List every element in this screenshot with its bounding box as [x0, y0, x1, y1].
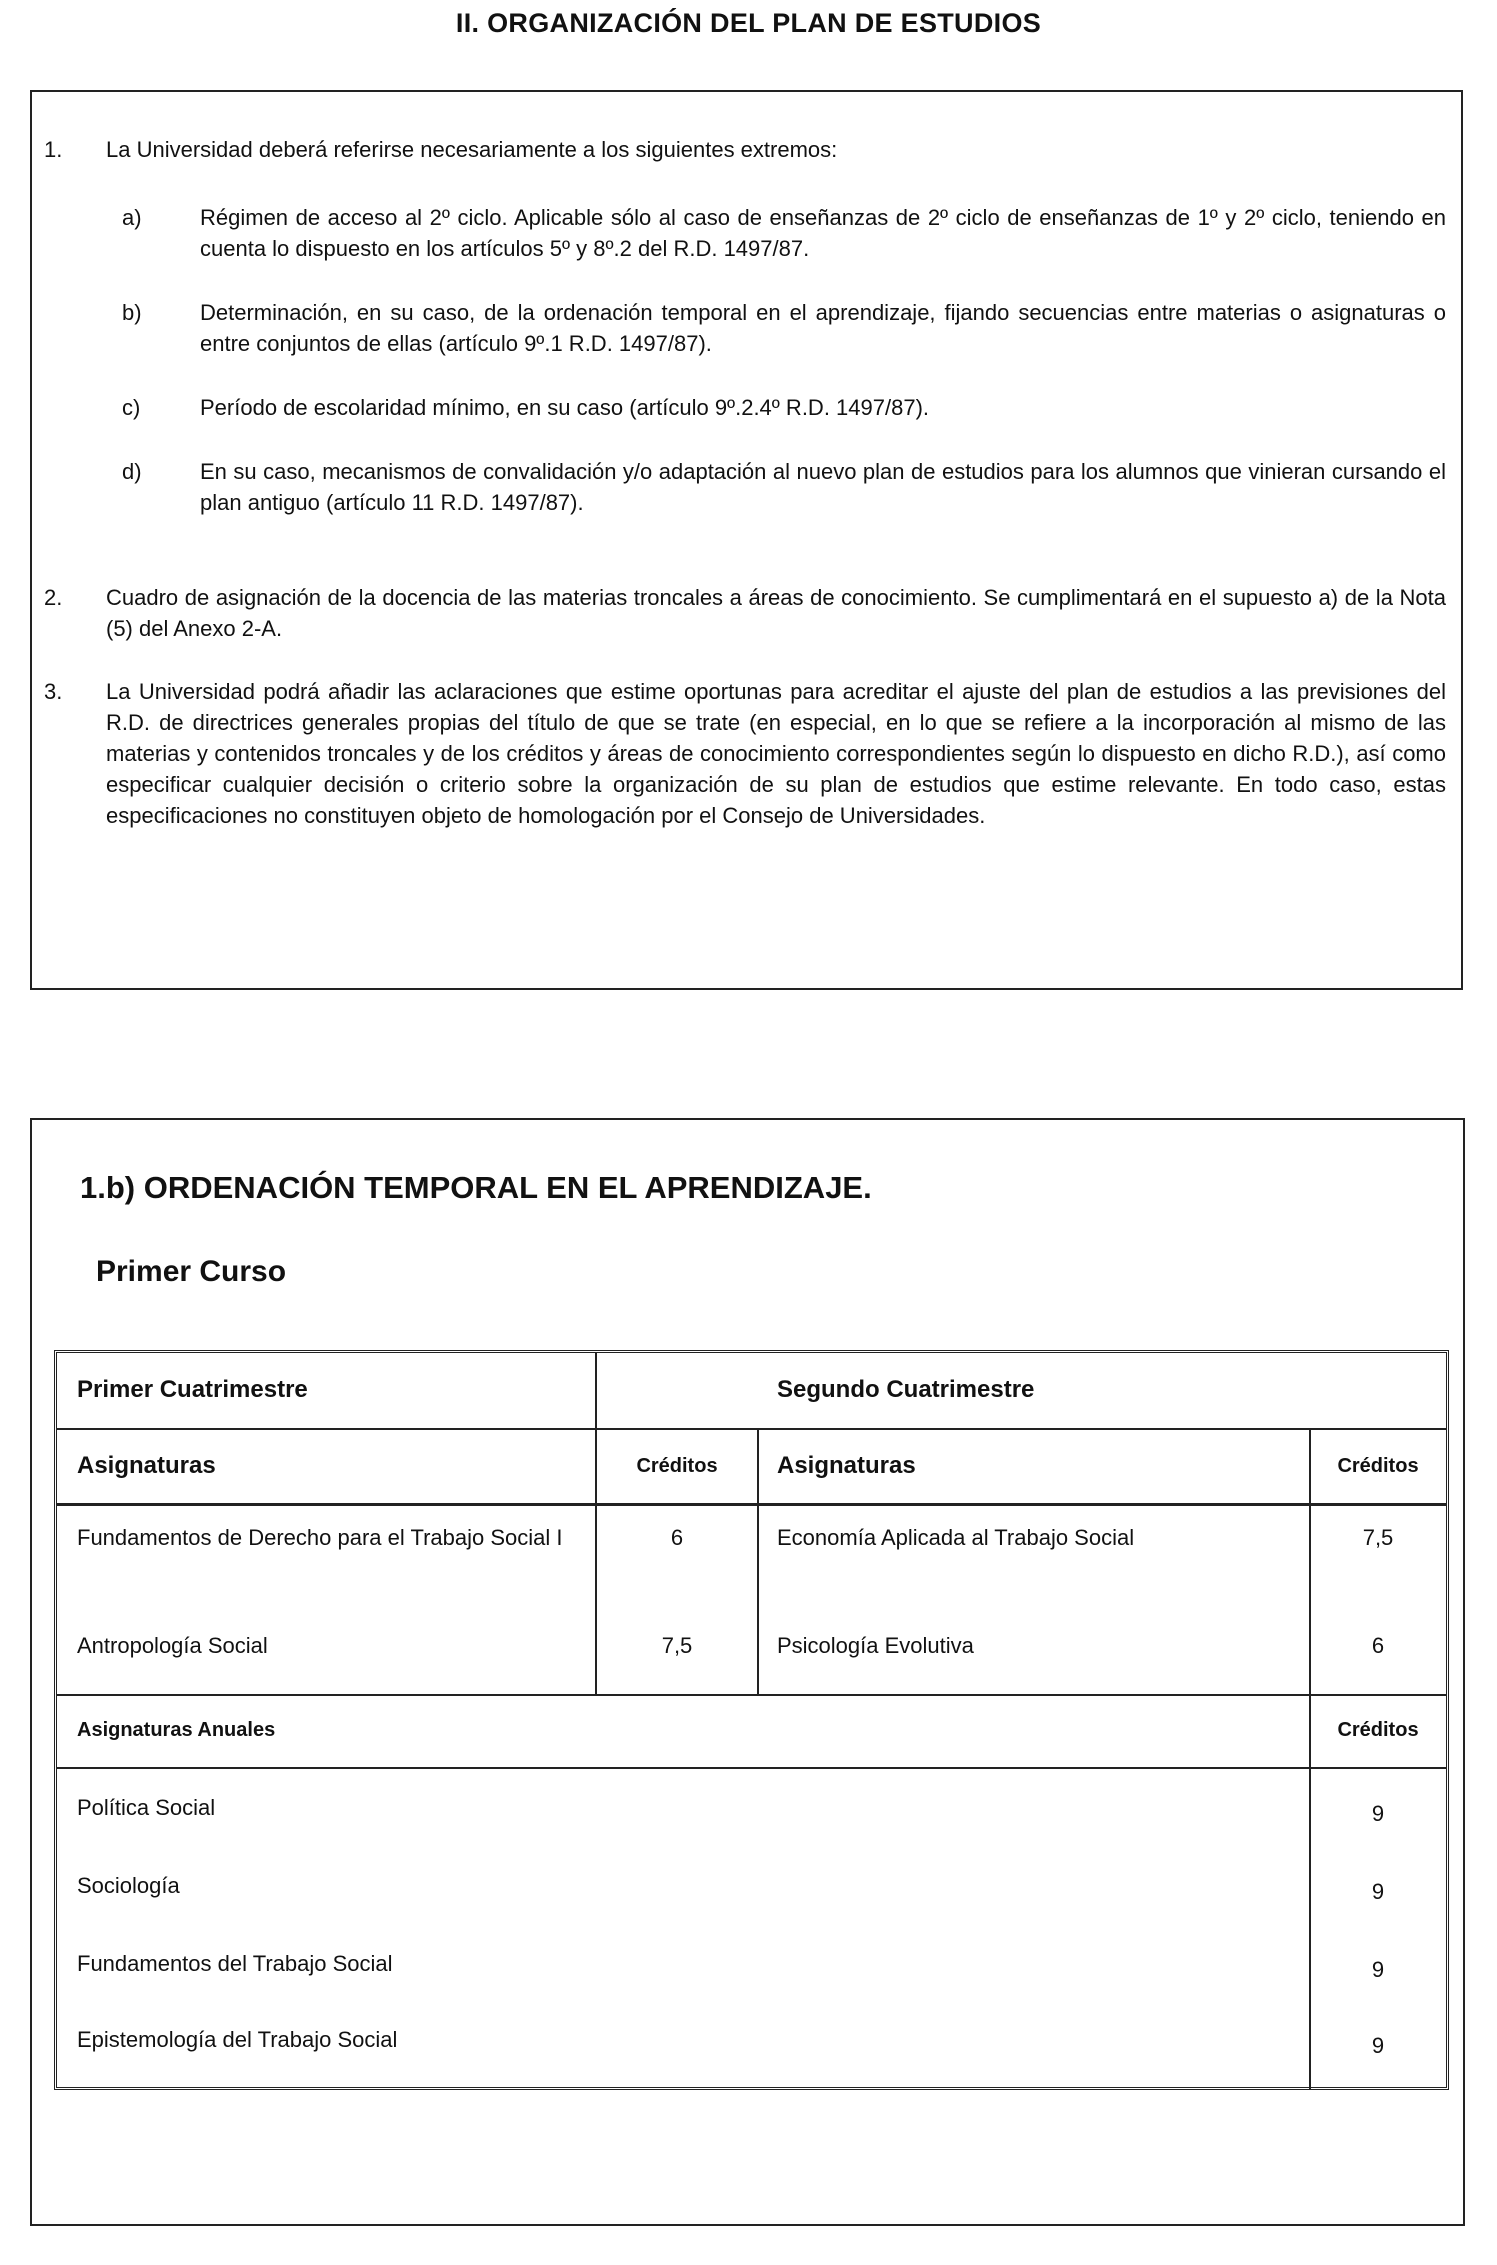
- item-number: 1.: [44, 137, 63, 162]
- table-row-credits: 7,5: [661, 1633, 693, 1658]
- sem2-credits-col-header: Créditos: [1337, 1455, 1419, 1477]
- item-text: La Universidad deberá referirse necesariamente a los siguientes extremos:: [106, 137, 838, 162]
- subitem-text: Determinación, en su caso, de la ordenación temporal en el aprendizaje, fijando secuencias entre materias o asignaturas o entre conjuntos de ellas (artículo 9º.1 R.D. 1497/87).: [200, 300, 1446, 356]
- table-rule: [57, 1428, 1446, 1430]
- table-row-subject: Antropología Social: [77, 1633, 268, 1658]
- subitem-letter: c): [122, 395, 141, 420]
- subitem-letter: b): [122, 300, 142, 325]
- item-text: Cuadro de asignación de la docencia de las materias troncales a áreas de conocimiento. Se cumplimentará en el supuesto a) de la Nota (5) del Anexo 2-A.: [106, 585, 1446, 641]
- table-row-credits: 9: [1371, 2033, 1385, 2058]
- item-number: 3.: [44, 679, 63, 704]
- course-table: [54, 1350, 1449, 2090]
- table-row-subject: Epistemología del Trabajo Social: [77, 2027, 398, 2052]
- sem2-subject-col-header: Asignaturas: [777, 1452, 916, 1479]
- table-rule: [757, 1428, 759, 1694]
- subitem-text: En su caso, mecanismos de convalidación y/o adaptación al nuevo plan de estudios para los alumnos que vinieran cursando el plan antiguo (artículo 11 R.D. 1497/87).: [200, 459, 1446, 515]
- table-rule: [57, 1694, 1446, 1696]
- sem1-header: Primer Cuatrimestre: [77, 1376, 308, 1403]
- table-row-credits: 9: [1371, 1957, 1385, 1982]
- table-row-subject: Sociología: [77, 1873, 180, 1898]
- table-rule: [57, 1767, 1446, 1769]
- table-row-subject: Psicología Evolutiva: [777, 1633, 974, 1658]
- page-title: II. ORGANIZACIÓN DEL PLAN DE ESTUDIOS: [455, 8, 1042, 38]
- table-row-subject: Fundamentos de Derecho para el Trabajo Social I: [77, 1525, 563, 1550]
- sem1-credits-col-header: Créditos: [636, 1455, 718, 1477]
- sem1-subject-col-header: Asignaturas: [77, 1452, 216, 1479]
- course-subtitle: Primer Curso: [96, 1255, 287, 1288]
- item-number: 2.: [44, 585, 63, 610]
- subitem-text: Período de escolaridad mínimo, en su caso (artículo 9º.2.4º R.D. 1497/87).: [200, 395, 930, 420]
- table-row-credits: 9: [1371, 1879, 1385, 1904]
- annual-header: Asignaturas Anuales: [77, 1719, 276, 1741]
- table-row-credits: 7,5: [1362, 1525, 1394, 1550]
- table-row-subject: Política Social: [77, 1795, 216, 1820]
- subitem-letter: a): [122, 205, 142, 230]
- subitem-letter: d): [122, 459, 142, 484]
- sem2-header: Segundo Cuatrimestre: [777, 1376, 1035, 1403]
- table-row-credits: 6: [1371, 1633, 1385, 1658]
- table-row-subject: Fundamentos del Trabajo Social: [77, 1951, 393, 1976]
- item-text: La Universidad podrá añadir las aclaraciones que estime oportunas para acreditar el ajuste del plan de estudios a las previsiones del R.D. de directrices generales propias del título de que se trate (en especial, en lo que se refiere a la incorporación al mismo de las materias y contenidos troncales y de los créditos y áreas de conocimiento correspondientes según lo dispuesto en dicho R.D.), así como especificar cualquier decisión o criterio sobre la organización de su plan de estudios que estime relevante. En todo caso, estas especificaciones no constituyen objeto de homologación por el Consejo de Universidades.: [106, 679, 1446, 828]
- table-row-credits: 9: [1371, 1801, 1385, 1826]
- instructions-box: [30, 90, 1463, 990]
- section-title: 1.b) ORDENACIÓN TEMPORAL EN EL APRENDIZAJE.: [80, 1170, 872, 1205]
- table-rule: [57, 1503, 1446, 1506]
- subitem-text: Régimen de acceso al 2º ciclo. Aplicable sólo al caso de enseñanzas de 2º ciclo de enseñanzas de 1º y 2º ciclo, teniendo en cuenta lo dispuesto en los artículos 5º y 8º.2 del R.D. 1497/87.: [200, 205, 1446, 261]
- table-row-subject: Economía Aplicada al Trabajo Social: [777, 1525, 1135, 1550]
- annual-credits-header: Créditos: [1337, 1719, 1419, 1741]
- table-row-credits: 6: [670, 1525, 684, 1550]
- temporal-order-box: [30, 1118, 1465, 2226]
